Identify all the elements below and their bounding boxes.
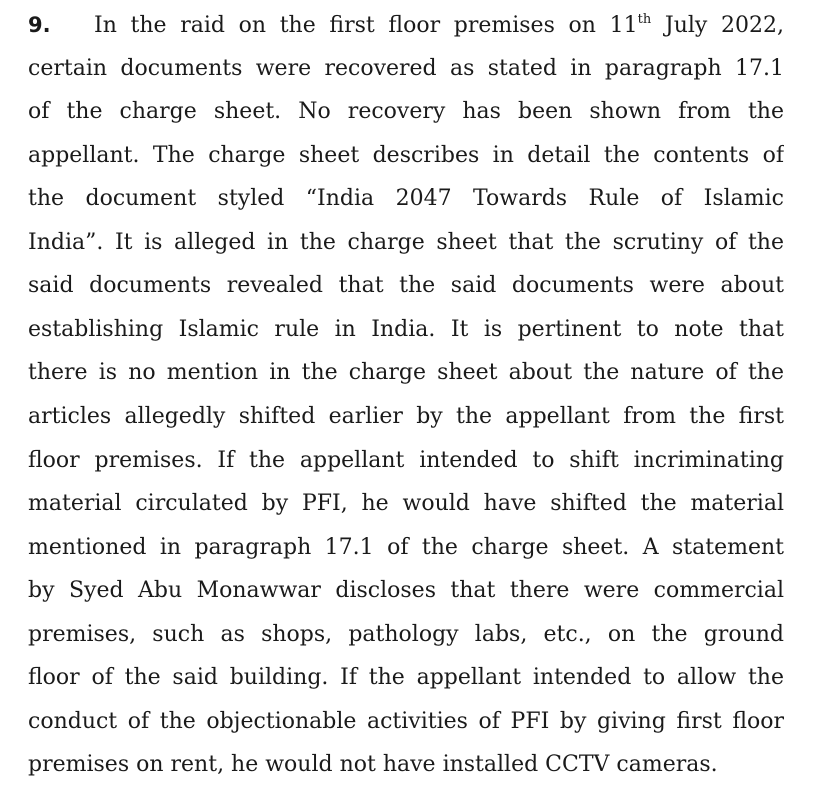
- paragraph-line-12: material circulated by PFI, he would have shifted the material: [28, 491, 784, 516]
- paragraph-line-13: mentioned in paragraph 17.1 of the charge sheet. A statement: [28, 535, 784, 560]
- paragraph-line-9: there is no mention in the charge sheet about the nature of the: [28, 360, 784, 385]
- paragraph-line-3: of the charge sheet. No recovery has been shown from the: [28, 99, 784, 124]
- first-line-lead: In the raid on the first floor premises on 11: [94, 13, 638, 38]
- paragraph-line-1: [28, 10, 784, 40]
- paragraph-line-11: floor premises. If the appellant intended to shift incriminating: [28, 448, 784, 473]
- paragraph-line-17: conduct of the objectionable activities of PFI by giving first floor: [28, 709, 784, 734]
- paragraph-line-16: floor of the said building. If the appellant intended to allow the: [28, 665, 784, 690]
- paragraph-line-2: certain documents were recovered as stated in paragraph 17.1: [28, 56, 784, 81]
- ordinal-superscript: th: [637, 11, 652, 27]
- paragraph-line-15: premises, such as shops, pathology labs, etc., on the ground: [28, 622, 784, 647]
- paragraph-line-18: premises on rent, he would not have installed CCTV cameras.: [28, 752, 718, 777]
- paragraph-line-8: establishing Islamic rule in India. It is pertinent to note that: [28, 317, 784, 342]
- first-line-tail: July 2022,: [651, 13, 784, 38]
- paragraph-line-14: by Syed Abu Monawwar discloses that there were commercial: [28, 578, 784, 603]
- paragraph-line-4: appellant. The charge sheet describes in detail the contents of: [28, 143, 784, 168]
- paragraph-line-7: said documents revealed that the said documents were about: [28, 273, 784, 298]
- paragraph-first-line-text: [94, 11, 784, 40]
- paragraph-number: 9.: [28, 13, 51, 37]
- paragraph-line-6: India”. It is alleged in the charge sheet that the scrutiny of the: [28, 230, 784, 255]
- paragraph-line-10: articles allegedly shifted earlier by the appellant from the first: [28, 404, 784, 429]
- paragraph-line-5: the document styled “India 2047 Towards Rule of Islamic: [28, 186, 784, 211]
